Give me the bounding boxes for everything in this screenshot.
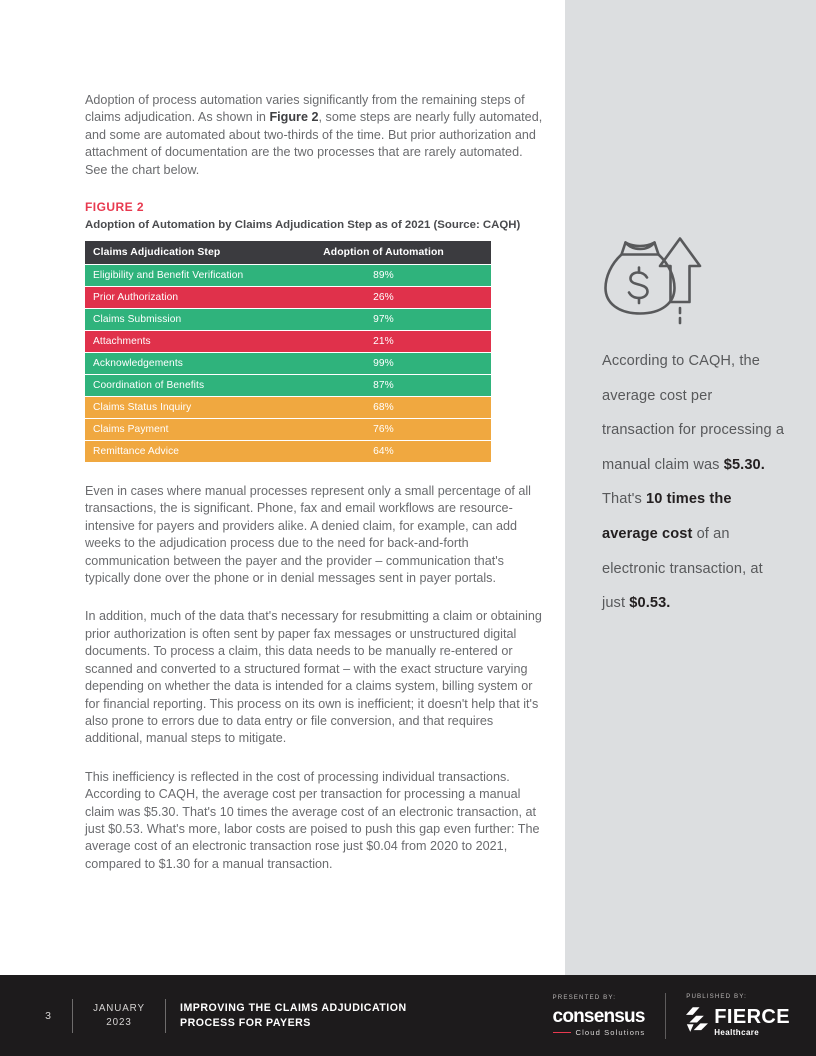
- paragraph-2: Even in cases where manual processes represent only a small percentage of all transactions, the is significant. Phone, fax and email workflows are resource-intensive for payers and providers alike. A denied claim, for example, can add weeks to the adjudication process due to the need for back-and-forth communication between the payer and the provider – communication that's typically done over the phone or in denial messages sent in payer portals.: [85, 484, 531, 586]
- row-step-label: Coordination of Benefits: [85, 375, 288, 396]
- fierce-text-group: [714, 1008, 790, 1037]
- money-bag-up-arrow-icon: [603, 232, 703, 328]
- row-adoption-value: 68%: [288, 397, 491, 418]
- row-step-label: Acknowledgements: [85, 353, 288, 374]
- row-step-label: Claims Submission: [85, 309, 288, 330]
- fierce-logo-wordmark: FIERCE: [714, 1006, 790, 1028]
- intro-paragraph: [85, 92, 543, 179]
- main-content-column: [85, 92, 543, 894]
- pullquote-bold-3: $0.53.: [629, 595, 671, 612]
- automation-adoption-table: [85, 240, 491, 463]
- table-body: [85, 265, 491, 462]
- consensus-tagline-text: Cloud Solutions: [575, 1028, 646, 1037]
- row-adoption-value: 97%: [288, 309, 491, 330]
- footer-divider-3: [665, 993, 666, 1039]
- row-adoption-value: 76%: [288, 419, 491, 440]
- table-row: [85, 419, 491, 440]
- figure-label: FIGURE 2: [85, 200, 144, 215]
- table-row: [85, 441, 491, 462]
- table-row: [85, 331, 491, 352]
- presented-by-block: [553, 994, 646, 1037]
- footer-divider-2: [165, 999, 166, 1033]
- table-row: [85, 287, 491, 308]
- row-adoption-value: 26%: [288, 287, 491, 308]
- row-adoption-value: 99%: [288, 353, 491, 374]
- issue-month: JANUARY: [93, 1002, 145, 1014]
- fierce-logo: [686, 1007, 790, 1038]
- row-adoption-value: 64%: [288, 441, 491, 462]
- page-number: 3: [45, 1009, 51, 1022]
- pullquote-part-2: That's: [602, 491, 647, 508]
- presented-by-label: PRESENTED BY:: [552, 994, 617, 1001]
- pullquote-bold-2: 10 times the average cost: [602, 491, 732, 542]
- sidebar-panel: [565, 0, 816, 975]
- row-step-label: Eligibility and Benefit Verification: [85, 265, 288, 286]
- page-footer: [0, 975, 816, 1056]
- footer-left-group: [38, 975, 407, 1056]
- row-step-label: Claims Payment: [85, 419, 288, 440]
- table-row: [85, 309, 491, 330]
- footer-divider-1: [72, 999, 73, 1033]
- issue-date: [87, 1002, 151, 1030]
- fierce-bars-icon: [686, 1007, 708, 1038]
- pullquote-part-3: of an electronic transaction, at just: [602, 525, 763, 612]
- intro-paragraph-lead: Adoption of process automation varies significantly from the remaining steps of claims adjudication. As shown in: [85, 93, 525, 125]
- document-title-line-1: IMPROVING THE CLAIMS ADJUDICATION: [180, 1001, 407, 1014]
- row-adoption-value: 21%: [288, 331, 491, 352]
- figure-2-block: [85, 200, 543, 463]
- row-adoption-value: 87%: [288, 375, 491, 396]
- column-header-step: Claims Adjudication Step: [85, 241, 288, 264]
- row-step-label: Remittance Advice: [85, 441, 288, 462]
- table-row: [85, 353, 491, 374]
- figure-subtitle: Adoption of Automation by Claims Adjudication Step as of 2021 (Source: CAQH): [85, 219, 521, 232]
- paragraph-3: In addition, much of the data that's necessary for resubmitting a claim or obtaining prior authorization is often sent by paper fax messages or unstructured digital documents. To process a claim, this data needs to be manually re-entered or scanned and converted to a structured format – with the exact structure varying depending on whether the data is intended for a claims system, billing system or for financial reporting. This process on its own is inefficient; it doesn't help that it's also prone to errors due to data entry or file conversion, and that requires additional, manual steps to mitigate.: [85, 609, 542, 746]
- consensus-logo-wordmark: consensus: [552, 1006, 645, 1027]
- issue-year: 2023: [106, 1016, 132, 1028]
- intro-paragraph-tail: , some steps are nearly fully automated, and some are automated about two-thirds of the time. But prior authorization and attachment of documentation are the two processes that are rarely automated. See the chart below.: [85, 110, 543, 177]
- document-title-line-2: PROCESS FOR PAYERS: [180, 1016, 311, 1029]
- published-by-label: PUBLISHED BY:: [686, 993, 747, 1000]
- published-by-block: [686, 993, 790, 1038]
- fierce-logo-tagline: Healthcare: [714, 1028, 760, 1037]
- row-step-label: Claims Status Inquiry: [85, 397, 288, 418]
- table-row: [85, 265, 491, 286]
- pullquote-bold-1: $5.30.: [723, 456, 765, 473]
- column-header-adoption: Adoption of Automation: [288, 241, 491, 264]
- paragraph-4: This inefficiency is reflected in the cost of processing individual transactions. According to CAQH, the average cost per transaction for processing a manual claim was $5.30. That's 10 times the average cost of an electronic transaction, at just $0.53. What's more, labor costs are poised to push this gap even further: The average cost of an electronic transaction rose just $0.04 from 2020 to 2021, compared to $1.30 for a manual transaction.: [85, 769, 540, 871]
- row-adoption-value: 89%: [288, 265, 491, 286]
- row-step-label: Prior Authorization: [85, 287, 288, 308]
- footer-right-group: [553, 975, 790, 1056]
- document-title: [180, 1001, 407, 1031]
- table-row: [85, 375, 491, 396]
- table-row: [85, 397, 491, 418]
- row-step-label: Attachments: [85, 331, 288, 352]
- figure-reference: Figure 2: [269, 110, 319, 125]
- consensus-logo-tagline: [553, 1028, 646, 1037]
- consensus-accent-dash-icon: [553, 1032, 571, 1034]
- pullquote-text: [602, 344, 787, 621]
- pullquote-part-1: According to CAQH, the average cost per transaction for processing a manual claim was: [602, 353, 785, 473]
- table-header-row: [85, 241, 491, 264]
